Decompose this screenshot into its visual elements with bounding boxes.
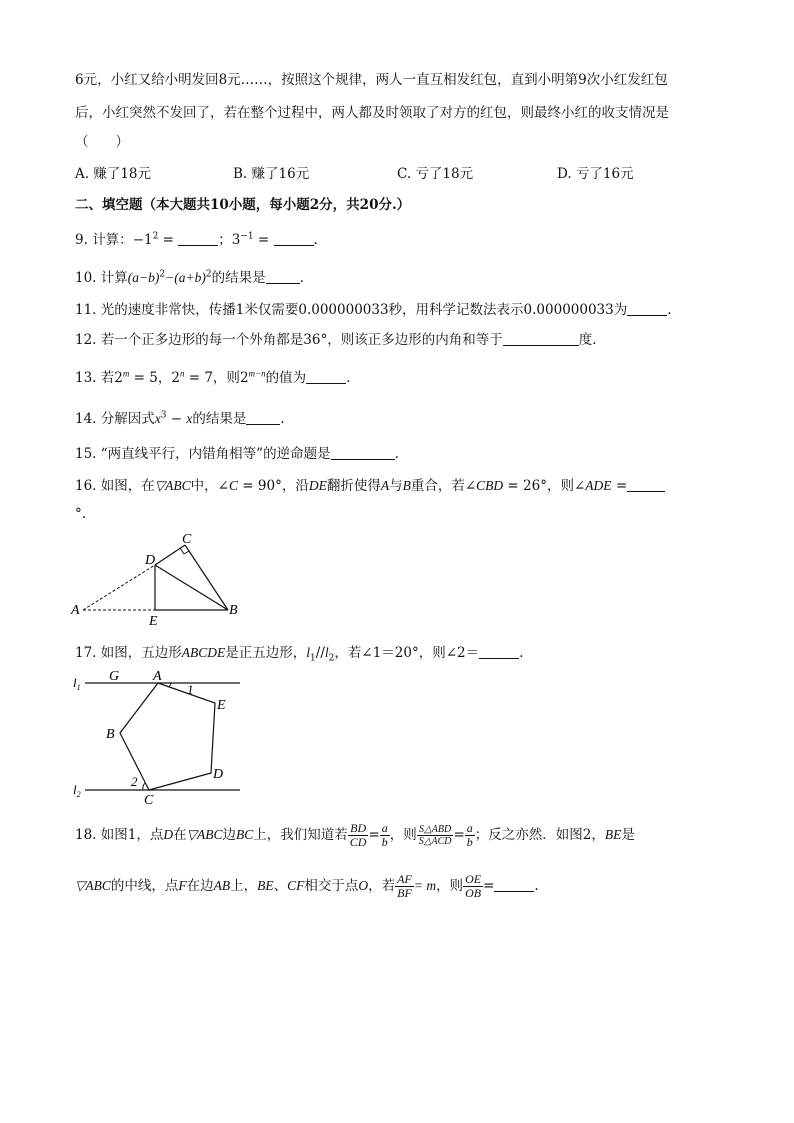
segment-AD	[83, 565, 155, 610]
fraction-area: $\frac{\text{S△ABD}}{\text{S△ACD}}$	[418, 824, 452, 848]
intro-line-2: 后，小红突然不发回了，若在整个过程中，两人都及时领取了对方的红包，则最终小红的收支情况是	[75, 105, 669, 121]
label-angle-2: 2	[131, 774, 138, 789]
label-B: B	[106, 727, 115, 742]
label-B: B	[229, 603, 238, 618]
blank-18[interactable]	[494, 879, 534, 892]
label-D: D	[213, 767, 224, 782]
label-C: C	[144, 793, 154, 808]
question-16-end: °.	[75, 506, 87, 522]
question-12: 12. 若一个正多边形的每一个外角都是36°，则该正多边形的内角和等于 度.	[75, 332, 597, 348]
blank-13[interactable]	[306, 371, 346, 384]
label-C: C	[182, 532, 192, 547]
fraction-a-b-2: $\frac{a}{b}$	[466, 821, 473, 850]
blank-11[interactable]	[627, 303, 667, 316]
figure-17	[65, 665, 245, 810]
label-l1: $l_1$	[73, 675, 81, 692]
blank-14[interactable]	[246, 412, 280, 425]
question-14: 14. 分解因式$x^3 - x$的结果是 .	[75, 410, 285, 427]
question-15: 15. “两直线平行，内错角相等”的逆命题是 .	[75, 446, 399, 462]
section-2-title: 二、填空题（本大题共10小题，每小题2分，共20分.）	[75, 197, 411, 213]
blank-15[interactable]	[331, 447, 395, 460]
question-9: 9. 计算：$-1^2$ = ；$3^{-1}$ = .	[75, 231, 318, 248]
answer-paren: （ ）	[75, 134, 129, 150]
blank-12[interactable]	[503, 333, 579, 346]
question-10: 10. 计算$(a-b)^2-(a+b)^2$的结果是 .	[75, 269, 304, 286]
blank-10[interactable]	[266, 271, 300, 284]
label-E: E	[217, 698, 226, 713]
intro-line-1: 6元，小红又给小明发回8元……，按照这个规律，两人一直互相发红包，直到小明第9次小红发红包	[75, 72, 668, 88]
label-l2: $l_2$	[73, 782, 81, 799]
option-b: B. 赚了16元	[233, 166, 310, 182]
blank-9a[interactable]	[178, 233, 218, 246]
question-16: 16. 如图，在▽ABC中，∠C = 90°，沿DE翻折使得A与B重合，若∠CBD = 26°，则∠ADE =	[75, 474, 665, 494]
blank-16[interactable]	[627, 479, 665, 492]
question-11: 11. 光的速度非常快，传播1米仅需要0.000000033秒，用科学记数法表示0.000000033为 .	[75, 302, 672, 318]
label-D: D	[145, 553, 156, 568]
question-18-line-1: 18. 如图1，点D在▽ABC边BC上，我们知道若 $\frac{BD}{CD}$ = $\frac{a}{b}$ ，则 $\frac{\text{S△ABD}}{\text{S△ACD}}$ = $\frac{a}{b}$ ；反之亦然．如图2，BE是	[75, 821, 635, 850]
option-a: A. 赚了18元	[75, 166, 152, 182]
blank-17[interactable]	[479, 646, 519, 659]
figure-16	[65, 530, 255, 630]
question-17: 17. 如图，五边形ABCDE是正五边形，$l_1//l_2$，若∠1＝20°，则∠2＝ .	[75, 645, 524, 664]
fraction-af-bf: $\frac{AF}{BF}$	[397, 872, 412, 901]
question-18-line-2: ▽ABC的中线，点F在边AB上，BE、CF相交于点O，若 $\frac{AF}{BF}$ = m，则 $\frac{OE}{OB}$ = .	[75, 872, 539, 901]
label-angle-1: 1	[187, 682, 194, 697]
angle-2-arc	[143, 783, 145, 790]
label-G: G	[109, 669, 120, 684]
segment-DB	[155, 565, 228, 610]
option-d: D. 亏了16元	[557, 166, 634, 182]
fraction-oe-ob: $\frac{OE}{OB}$	[465, 872, 482, 901]
label-E: E	[149, 614, 158, 629]
label-A: A	[71, 603, 80, 618]
option-c: C. 亏了18元	[397, 166, 474, 182]
question-13: 13. 若$2^m = 5$，$2^n = 7$，则$2^{m-n}$的值为 .	[75, 368, 351, 386]
fraction-bd-cd: $\frac{BD}{CD}$	[349, 821, 367, 850]
label-A: A	[153, 669, 162, 684]
fraction-a-b: $\frac{a}{b}$	[381, 821, 388, 850]
blank-9b[interactable]	[274, 233, 314, 246]
segment-CB	[185, 545, 228, 610]
